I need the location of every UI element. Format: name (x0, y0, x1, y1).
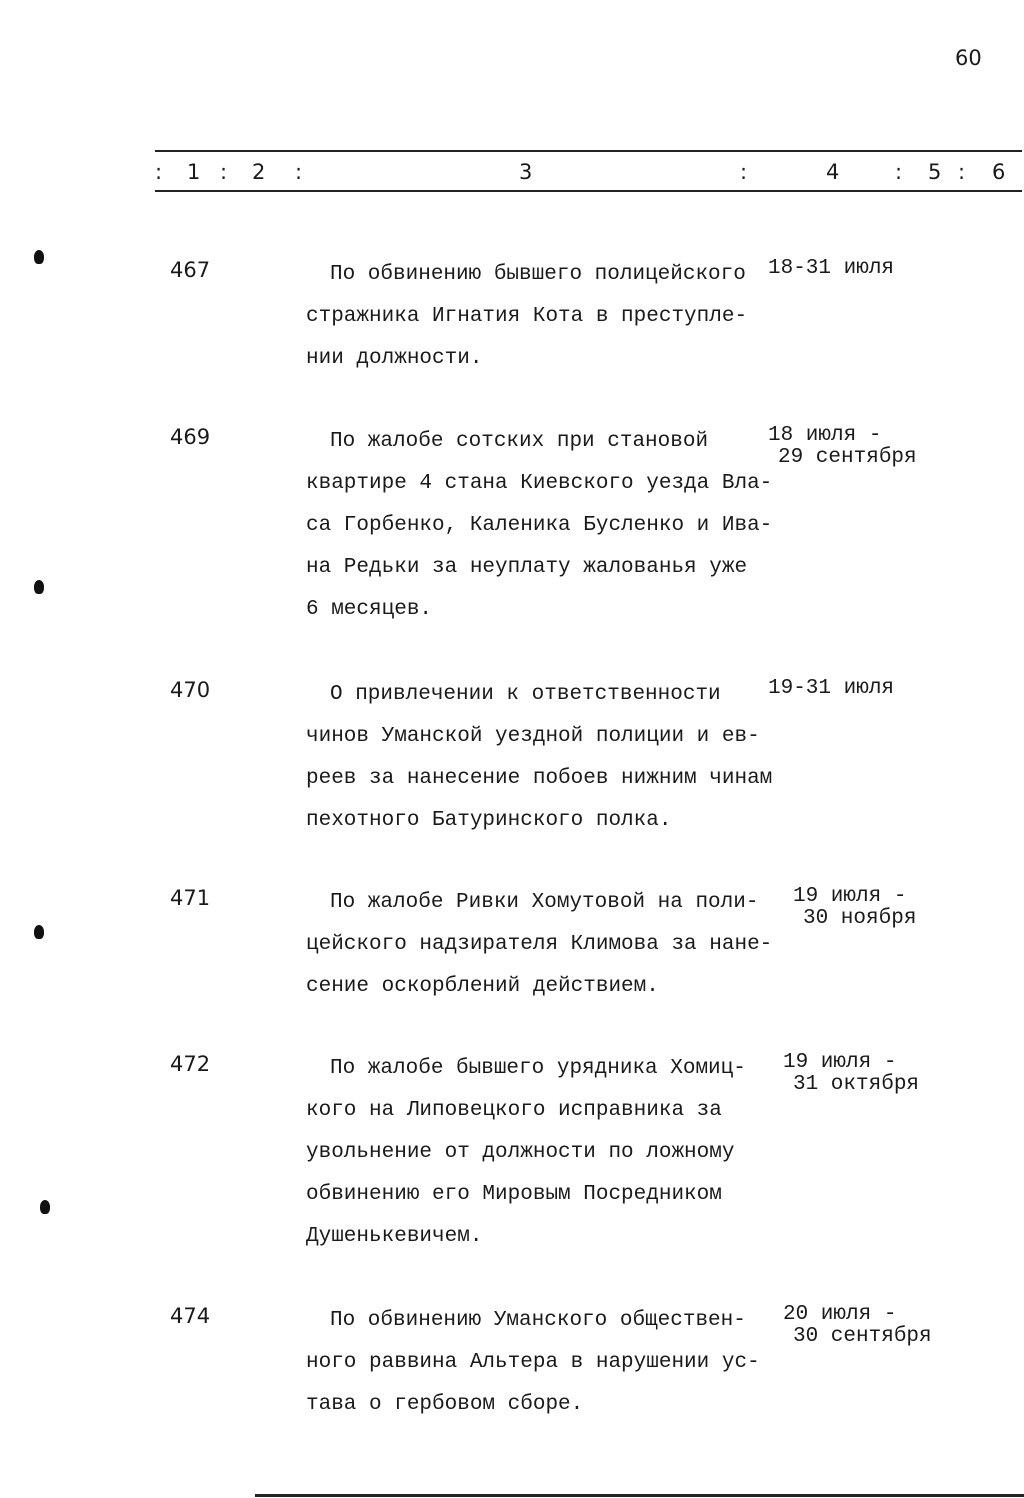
description-line: По обвинению бывшего полицейского (330, 263, 746, 286)
date-line: 20 июля - (783, 1303, 897, 1326)
entry-dates (783, 1052, 919, 1096)
description-line: кого на Липовецкого исправника за (306, 1099, 722, 1122)
header-sep: : (155, 160, 163, 184)
binding-hole-mark (34, 250, 44, 264)
description-line: По жалобе сотских при становой (330, 430, 709, 453)
page-number: 60 (955, 46, 982, 70)
entry-number: 471 (170, 886, 211, 910)
description-line: нии должности. (306, 347, 483, 370)
description-line: По жалобе Ривки Хомутовой на поли- (330, 891, 759, 914)
bottom-rule (255, 1494, 1024, 1497)
description-line: тава о гербовом сборе. (306, 1393, 584, 1416)
description-line: 6 месяцев. (306, 598, 433, 621)
date-line: 30 ноября (803, 907, 917, 930)
header-col-3: 3 (519, 160, 533, 184)
description-line: увольнение от должности по ложному (306, 1141, 735, 1164)
description-line: са Горбенко, Каленика Бусленко и Ива- (306, 514, 773, 537)
header-col-2: 2 (252, 160, 266, 184)
date-line: 18 июля - (768, 424, 882, 447)
description-line: По жалобе бывшего урядника Хомиц- (330, 1057, 746, 1080)
header-sep: : (740, 160, 748, 184)
entry-description (306, 421, 772, 631)
header-sep: : (958, 160, 966, 184)
binding-hole-mark (34, 925, 44, 939)
description-line: По обвинению Уманского обществен- (330, 1309, 746, 1332)
description-line: чинов Уманской уездной полиции и ев- (306, 725, 760, 748)
header-col-6: 6 (992, 160, 1006, 184)
date-line: 18-31 июля (768, 257, 895, 280)
entry-dates (768, 425, 917, 469)
description-line: Душенькевичем. (306, 1225, 483, 1248)
description-line: на Редьки за неуплату жалованья уже (306, 556, 748, 579)
entry-description (306, 1300, 760, 1426)
description-line: пехотного Батуринского полка. (306, 809, 672, 832)
date-line: 19-31 июля (768, 677, 895, 700)
entry-number: 474 (170, 1304, 211, 1328)
description-line: квартире 4 стана Киевского уезда Вла- (306, 472, 773, 495)
date-line: 29 сентября (778, 446, 917, 469)
entry-dates (793, 886, 916, 930)
date-line: 31 октября (793, 1073, 920, 1096)
entry-description (306, 1048, 746, 1258)
description-line: цейского надзирателя Климова за нане- (306, 933, 773, 956)
date-line: 30 сентября (793, 1325, 932, 1348)
header-sep: : (895, 160, 903, 184)
description-line: стражника Игнатия Кота в преступле- (306, 305, 748, 328)
binding-hole-mark (40, 1200, 50, 1214)
header-sep: : (220, 160, 228, 184)
entry-number: 469 (170, 425, 211, 449)
header-bottom-rule (155, 190, 1022, 192)
entry-description (306, 254, 747, 380)
date-line: 19 июля - (793, 885, 907, 908)
description-line: О привлечении к ответственности (330, 683, 721, 706)
description-line: обвинению его Мировым Посредником (306, 1183, 722, 1206)
entry-dates (783, 1304, 932, 1348)
entry-dates (768, 258, 894, 280)
entry-number: 467 (170, 258, 211, 282)
header-col-5: 5 (928, 160, 942, 184)
description-line: ного раввина Альтера в нарушении ус- (306, 1351, 760, 1374)
description-line: реев за нанесение побоев нижним чинам (306, 767, 773, 790)
header-sep: : (295, 160, 303, 184)
header-top-rule (155, 150, 1022, 152)
description-line: сение оскорблений действием. (306, 975, 659, 998)
binding-hole-mark (34, 580, 44, 594)
date-line: 19 июля - (783, 1051, 897, 1074)
entry-number: 472 (170, 1052, 211, 1076)
entry-description (306, 882, 772, 1008)
header-col-4: 4 (826, 160, 840, 184)
entry-number: 470 (170, 678, 211, 702)
entry-dates (768, 678, 894, 700)
header-col-1: 1 (187, 160, 201, 184)
entry-description (306, 674, 772, 842)
